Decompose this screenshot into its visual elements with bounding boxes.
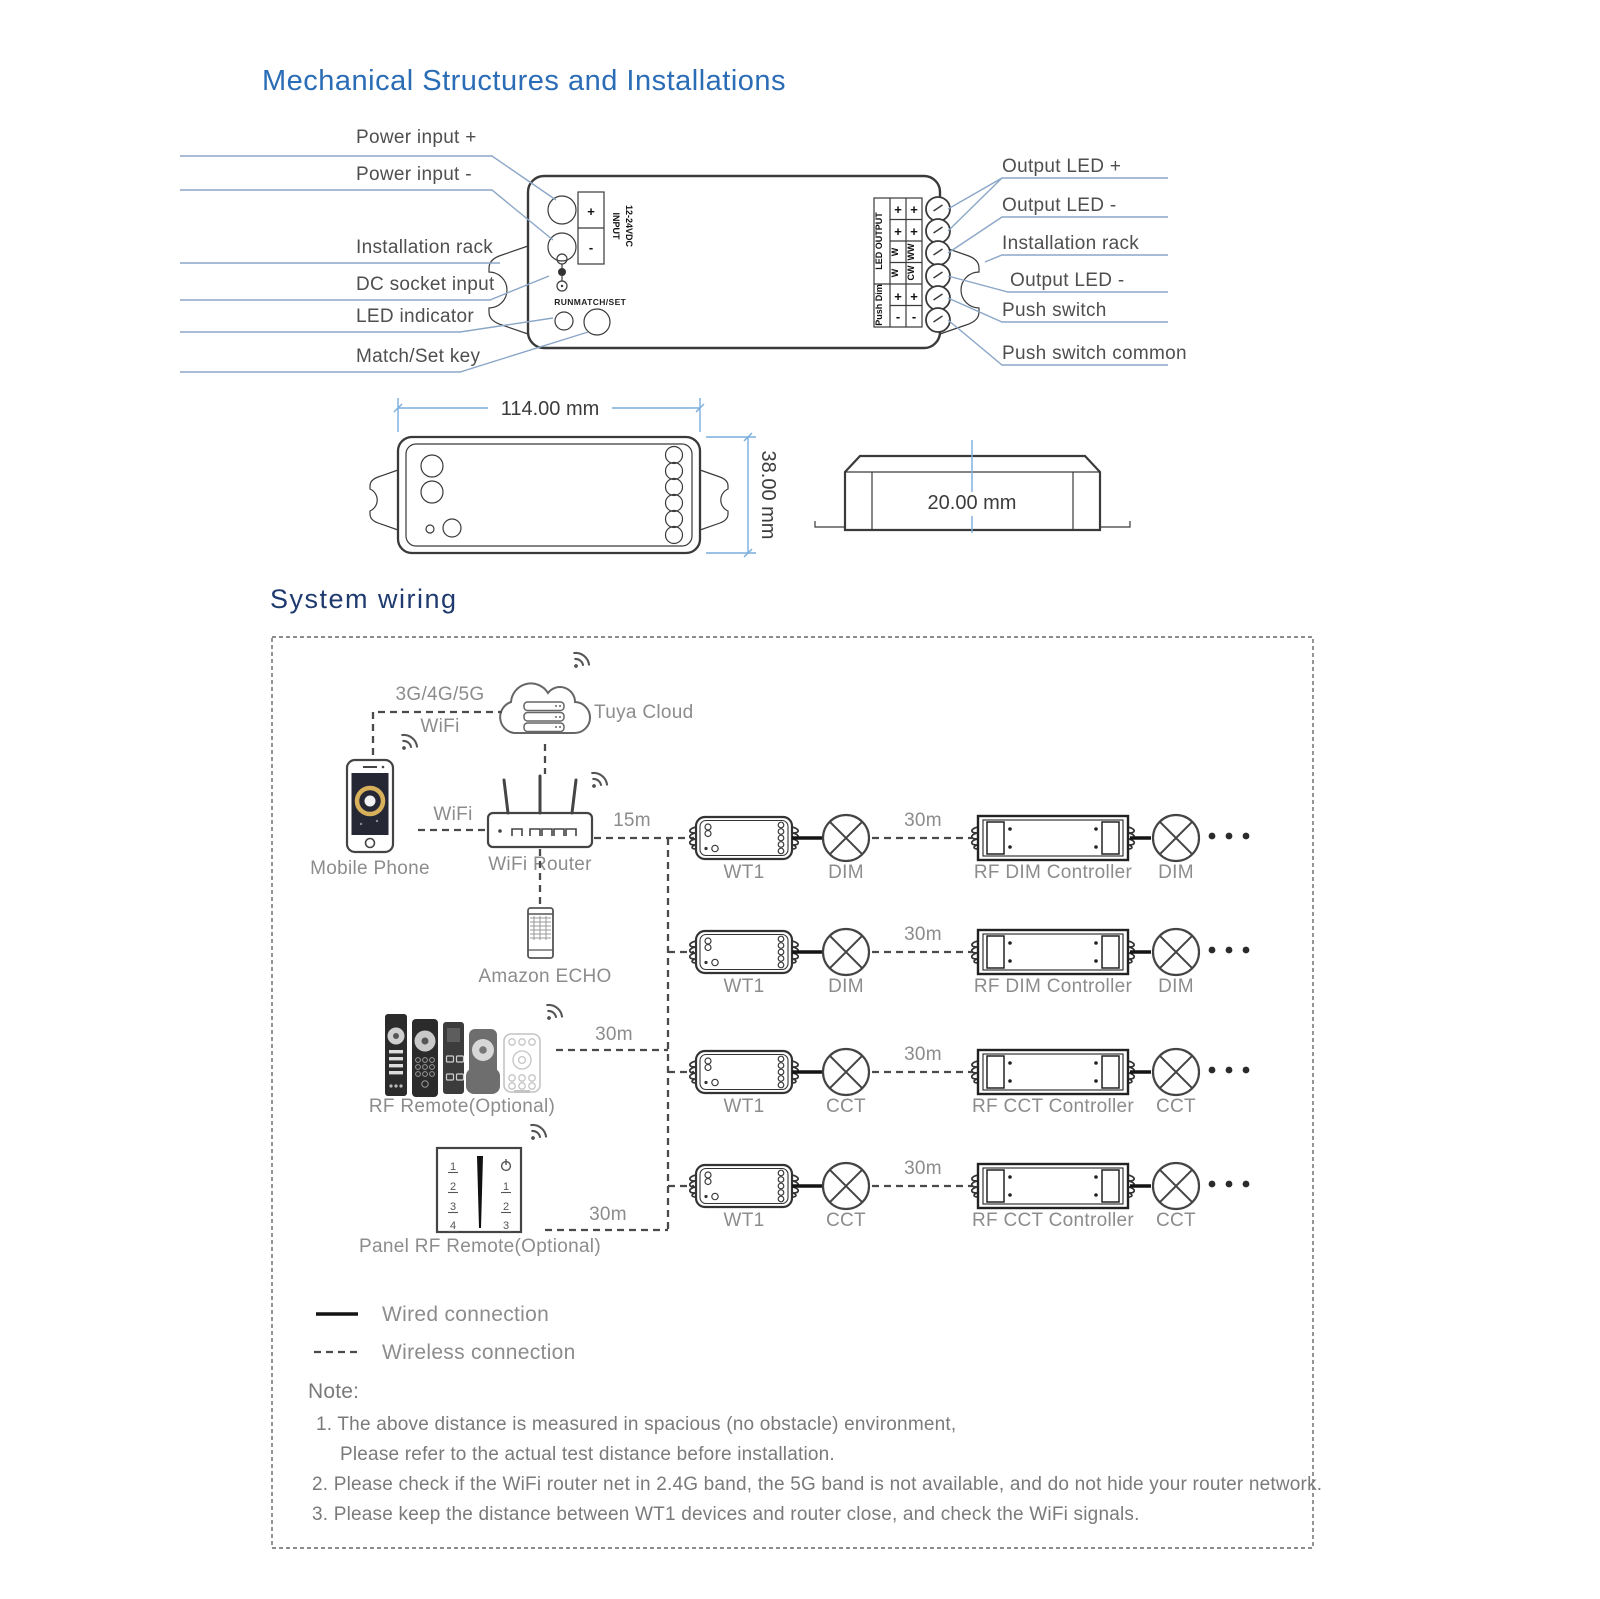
match-set-label: MATCH/SET <box>573 297 627 307</box>
lamp-label: DIM <box>828 976 864 997</box>
lamp-label: DIM <box>1158 976 1194 997</box>
note-line-3: 2. Please check if the WiFi router net in 2.4G band, the 5G band is not available, and do not hide your router network. <box>312 1474 1323 1495</box>
wifi-icon <box>395 732 420 756</box>
terminal-cell: + <box>910 224 918 239</box>
link-3g4g5g-wifi-label: WiFi <box>420 716 460 737</box>
callout-dc-socket: DC socket input <box>356 274 495 295</box>
lamp-label: CCT <box>1156 1096 1196 1117</box>
wt1-device-icon <box>690 1051 799 1093</box>
panel-key: 4 <box>449 1220 457 1232</box>
callout-push-switch: Push switch <box>1002 300 1107 321</box>
terminal-cell: CW <box>906 265 916 281</box>
wifi-icon <box>585 770 610 794</box>
callout-power-input-minus: Power input - <box>356 164 472 185</box>
wifi-icon <box>540 1002 565 1026</box>
panel-key: 3 <box>502 1220 510 1232</box>
lamp-label: CCT <box>826 1210 866 1231</box>
tuya-cloud-label: Tuya Cloud <box>594 702 694 723</box>
note-line-4: 3. Please keep the distance between WT1 devices and router close, and check the WiFi signals. <box>312 1504 1140 1525</box>
legend-wireless-label: Wireless connection <box>382 1341 576 1364</box>
wifi-icon <box>567 650 592 674</box>
callout-push-switch-common: Push switch common <box>1002 343 1187 364</box>
distance-label: 30m <box>904 810 942 831</box>
legend <box>314 1303 576 1364</box>
wt1-device-icon <box>690 931 799 973</box>
controller-label: RF CCT Controller <box>971 1210 1135 1231</box>
led-output-header: LED OUTPUT <box>874 212 884 270</box>
note-line-1: 1. The above distance is measured in spacious (no obstacle) environment, <box>316 1414 957 1435</box>
lamp-label: CCT <box>826 1096 866 1117</box>
dimension-depth: 20.00 mm <box>927 492 1017 514</box>
dimension-height: 38.00 mm <box>757 450 779 540</box>
lamp-icon <box>823 815 869 861</box>
link-wifi-label: WiFi <box>433 804 473 825</box>
panel-remote-distance: 30m <box>589 1204 627 1225</box>
rf-remote-icons <box>385 1002 565 1097</box>
lamp-icon <box>1153 929 1199 975</box>
panel-key: 2 <box>449 1181 457 1193</box>
rf-controller-icon <box>972 1050 1135 1094</box>
wiring-row-3 <box>668 1044 1249 1117</box>
wt1-device-icon <box>690 817 799 859</box>
lamp-icon <box>1153 815 1199 861</box>
wiring-row-4 <box>668 1158 1249 1231</box>
input-voltage: 12-24VDC <box>624 204 634 248</box>
controller-top-diagram <box>180 127 1187 372</box>
wifi-router-icon <box>488 770 610 847</box>
link-3g4g5g-label: 3G/4G/5G <box>395 684 485 705</box>
wiring-row-1 <box>690 810 1250 883</box>
terminal-cell: + <box>894 224 902 239</box>
ellipsis-icon <box>1209 833 1250 840</box>
section-title-mechanical: Mechanical Structures and Installations <box>262 65 787 97</box>
rf-controller-icon <box>972 930 1135 974</box>
notes <box>308 1380 1322 1525</box>
wt1-label: WT1 <box>723 1210 765 1231</box>
callout-output-led-minus-1: Output LED - <box>1002 195 1117 216</box>
terminal-cell: - <box>911 309 917 324</box>
section-title-wiring: System wiring <box>270 584 458 614</box>
lamp-icon <box>823 929 869 975</box>
rf-remote-label: RF Remote(Optional) <box>368 1096 556 1117</box>
installation-rack-left <box>489 246 528 334</box>
input-plus-label: + <box>587 204 595 219</box>
lamp-label: DIM <box>828 862 864 883</box>
input-title: INPUT <box>611 212 621 240</box>
distance-label: 30m <box>904 924 942 945</box>
right-callouts <box>948 156 1187 365</box>
ellipsis-icon <box>1209 947 1250 954</box>
wt1-label: WT1 <box>723 1096 765 1117</box>
rf-controller-icon <box>972 1164 1135 1208</box>
terminal-cell: W <box>890 247 900 257</box>
lamp-icon <box>823 1163 869 1209</box>
callout-output-led-plus: Output LED + <box>1002 156 1122 177</box>
input-minus-label: - <box>588 240 594 255</box>
router-wt1-distance: 15m <box>613 810 651 831</box>
dimension-side-view <box>815 440 1130 533</box>
wt1-label: WT1 <box>723 862 765 883</box>
legend-wired-label: Wired connection <box>382 1303 550 1326</box>
panel-key: 3 <box>449 1201 457 1213</box>
panel-key: 2 <box>502 1201 510 1213</box>
rf-controller-icon <box>972 816 1135 860</box>
mobile-phone-icon <box>347 732 420 852</box>
wifi-icon <box>524 1122 549 1146</box>
lamp-label: DIM <box>1158 862 1194 883</box>
distance-label: 30m <box>904 1158 942 1179</box>
ellipsis-icon <box>1209 1181 1250 1188</box>
terminal-cell: - <box>895 309 901 324</box>
panel-key: 1 <box>502 1181 510 1193</box>
callout-match-set-key: Match/Set key <box>356 346 481 367</box>
dimension-width: 114.00 mm <box>500 398 600 420</box>
callout-led-indicator: LED indicator <box>356 306 474 327</box>
controller-label: RF DIM Controller <box>973 862 1133 883</box>
lamp-icon <box>1153 1163 1199 1209</box>
terminal-cell: WW <box>906 243 916 261</box>
lamp-icon <box>823 1049 869 1095</box>
run-label: RUN <box>554 297 574 307</box>
callout-output-led-minus-2: Output LED - <box>1010 270 1125 291</box>
callout-installation-rack-right: Installation rack <box>1002 233 1140 254</box>
panel-rf-remote-label: Panel RF Remote(Optional) <box>359 1236 601 1257</box>
phone-cloud-link <box>373 684 502 755</box>
note-line-2: Please refer to the actual test distance before installation. <box>340 1444 835 1465</box>
terminal-cell: W <box>890 268 900 278</box>
wiring-row-2 <box>668 924 1249 997</box>
callout-power-input-plus: Power input + <box>356 127 477 148</box>
wt1-label: WT1 <box>723 976 765 997</box>
lamp-icon <box>1153 1049 1199 1095</box>
terminal-cell: + <box>910 202 918 217</box>
controller-label: RF DIM Controller <box>973 976 1133 997</box>
callout-installation-rack-left: Installation rack <box>356 237 494 258</box>
terminal-cell: + <box>894 202 902 217</box>
tuya-cloud-icon <box>500 650 592 733</box>
lamp-label: CCT <box>1156 1210 1196 1231</box>
panel-rf-remote-icon <box>437 1122 549 1232</box>
terminal-cell: + <box>894 289 902 304</box>
dimension-top-view <box>370 398 779 557</box>
distance-label: 30m <box>904 1044 942 1065</box>
controller-label: RF CCT Controller <box>971 1096 1135 1117</box>
panel-key: 1 <box>449 1161 457 1173</box>
wt1-device-icon <box>690 1165 799 1207</box>
terminal-cell: + <box>910 289 918 304</box>
mobile-phone-label: Mobile Phone <box>310 858 430 879</box>
amazon-echo-label: Amazon ECHO <box>478 966 612 987</box>
note-title: Note: <box>308 1380 360 1403</box>
rf-remote-distance: 30m <box>595 1024 633 1045</box>
push-dim-header: Push Dim <box>874 284 884 326</box>
amazon-echo-icon <box>528 908 553 958</box>
ellipsis-icon <box>1209 1067 1250 1074</box>
wifi-router-label: WiFi Router <box>488 854 592 875</box>
